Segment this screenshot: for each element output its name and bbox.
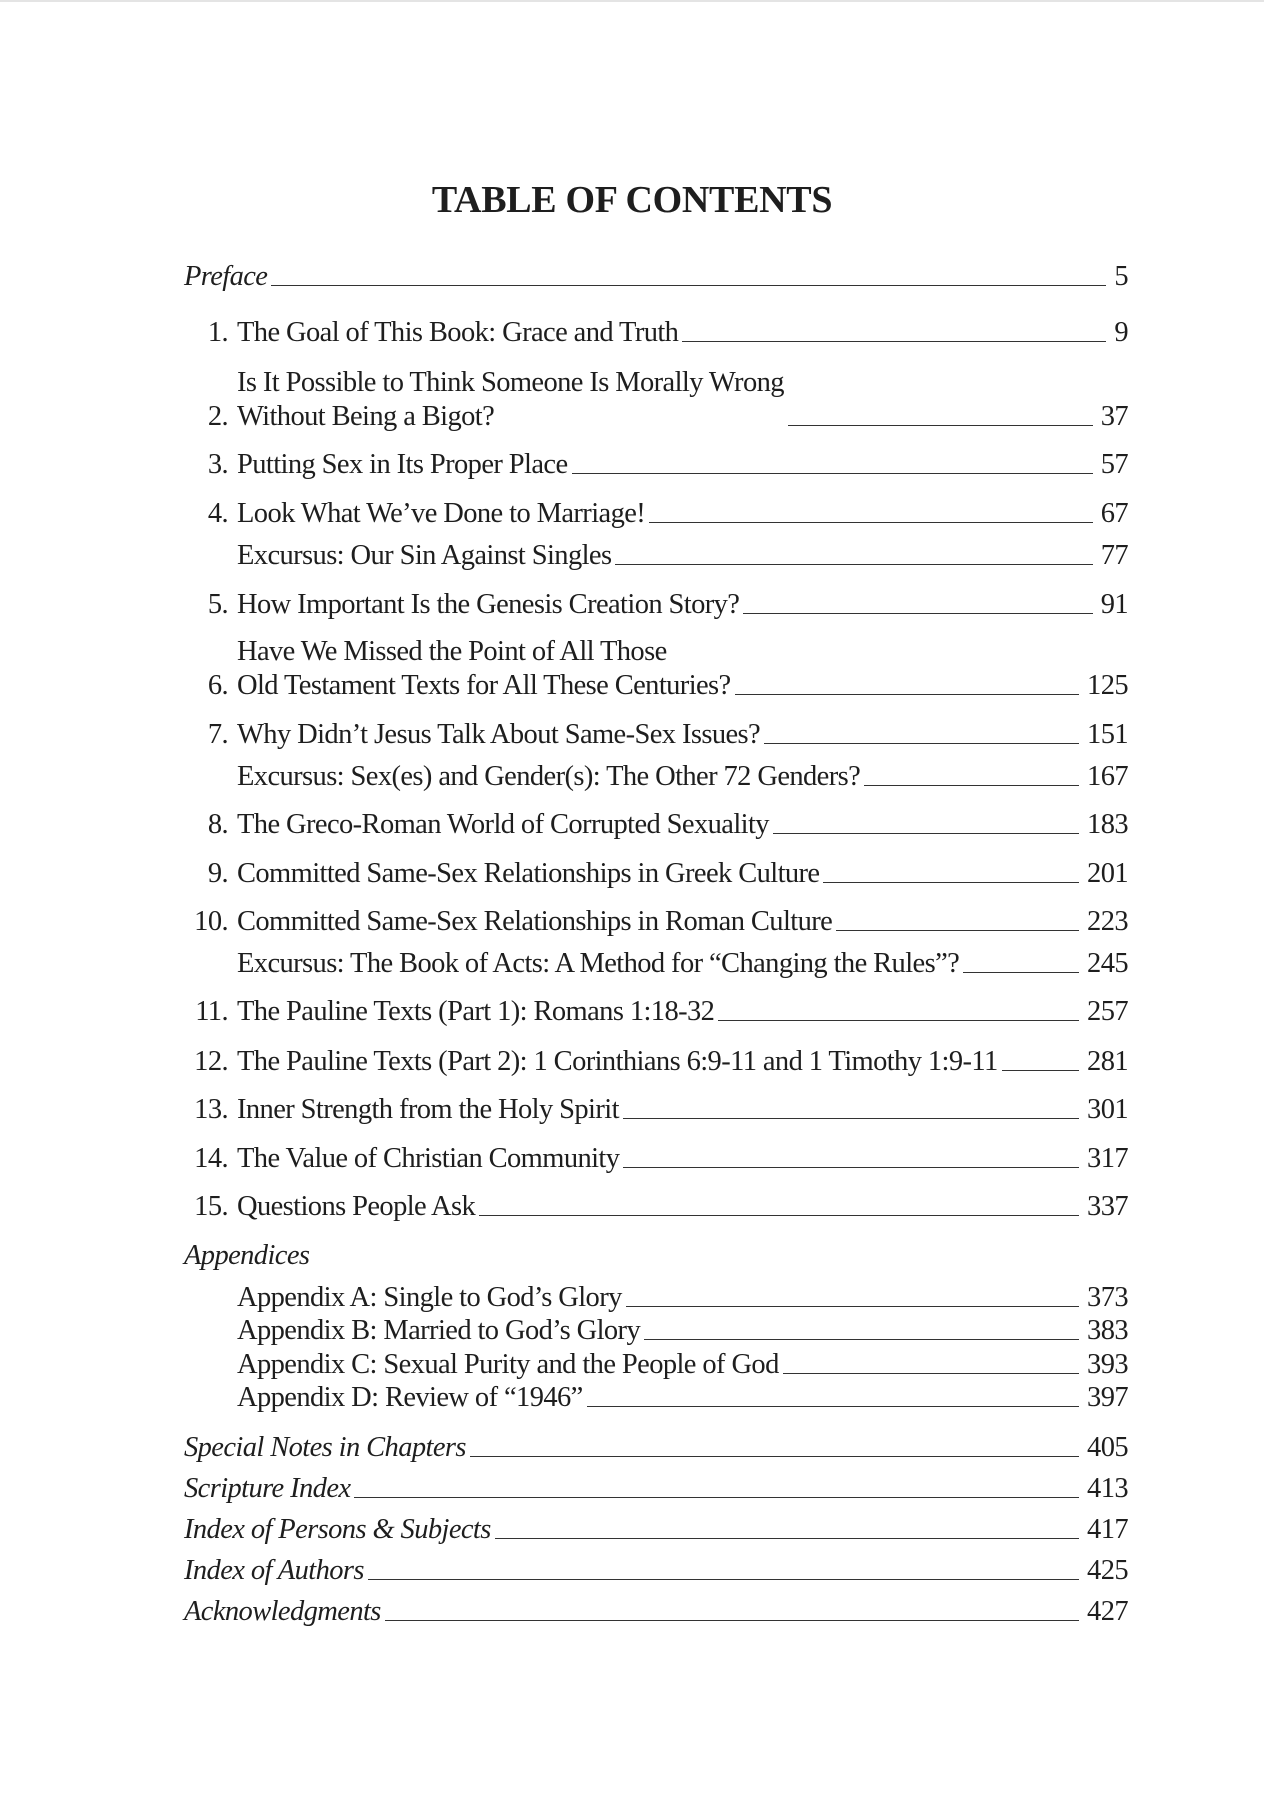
entry-title: Preface bbox=[184, 261, 268, 292]
chapter-number: 6. bbox=[207, 670, 228, 701]
chapter-number: 5. bbox=[207, 589, 228, 620]
toc-entry[interactable] bbox=[184, 760, 1128, 794]
leader-line bbox=[623, 1167, 1079, 1168]
entry-title: Special Notes in Chapters bbox=[184, 1432, 466, 1463]
leader-line bbox=[623, 1118, 1079, 1119]
page-number: 281 bbox=[1087, 1046, 1128, 1077]
toc-entry[interactable] bbox=[184, 1472, 1128, 1506]
toc-entry[interactable] bbox=[184, 1381, 1128, 1415]
page-number: 9 bbox=[1114, 317, 1128, 348]
entry-title: Appendix B: Married to God’s Glory bbox=[237, 1315, 641, 1346]
chapter-number: 2. bbox=[207, 401, 228, 432]
page-number: 151 bbox=[1087, 719, 1128, 750]
toc-entry[interactable] bbox=[184, 1348, 1128, 1382]
leader-line bbox=[587, 1406, 1079, 1407]
entry-title: Questions People Ask bbox=[237, 1191, 476, 1222]
chapter-number: 13. bbox=[194, 1094, 228, 1125]
toc-entry[interactable] bbox=[184, 1513, 1128, 1547]
leader-line bbox=[783, 1373, 1079, 1374]
entry-title: Index of Authors bbox=[184, 1555, 364, 1586]
leader-line bbox=[773, 833, 1079, 834]
leader-line bbox=[479, 1215, 1079, 1216]
chapter-number: 14. bbox=[194, 1143, 228, 1174]
page-number: 91 bbox=[1100, 589, 1128, 620]
entry-title: Committed Same-Sex Relationships in Roman Culture bbox=[237, 906, 833, 937]
leader-line bbox=[271, 285, 1106, 286]
page-number: 125 bbox=[1087, 670, 1128, 701]
page-number: 427 bbox=[1087, 1596, 1128, 1627]
page-number: 425 bbox=[1087, 1555, 1128, 1586]
entry-title: How Important Is the Genesis Creation Story? bbox=[237, 589, 740, 620]
entry-title: Scripture Index bbox=[184, 1473, 351, 1504]
page-number: 301 bbox=[1087, 1094, 1128, 1125]
entry-title: The Greco-Roman World of Corrupted Sexuality bbox=[237, 809, 769, 840]
chapter-number: 12. bbox=[194, 1046, 228, 1077]
toc-entry[interactable] bbox=[184, 808, 1128, 842]
toc-entry[interactable] bbox=[184, 1045, 1128, 1079]
toc-entry[interactable] bbox=[184, 539, 1128, 573]
page-number: 77 bbox=[1100, 540, 1128, 571]
leader-line bbox=[626, 1306, 1079, 1307]
toc-entry[interactable] bbox=[184, 905, 1128, 939]
leader-line bbox=[682, 341, 1106, 342]
entry-title: The Pauline Texts (Part 1): Romans 1:18-32 bbox=[237, 996, 715, 1027]
leader-line bbox=[864, 785, 1079, 786]
leader-line bbox=[385, 1620, 1079, 1621]
toc-entry[interactable] bbox=[184, 1281, 1128, 1315]
entry-title: Excursus: Our Sin Against Singles bbox=[237, 540, 612, 571]
entry-title: Is It Possible to Think Someone Is Morally Wrong Without Being a Bigot? bbox=[237, 367, 784, 432]
leader-line bbox=[1002, 1070, 1079, 1071]
toc-entry[interactable] bbox=[184, 995, 1128, 1029]
chapter-number: 7. bbox=[207, 719, 228, 750]
entry-title: Appendix C: Sexual Purity and the People of God bbox=[237, 1349, 779, 1380]
page-number: 393 bbox=[1087, 1349, 1128, 1380]
toc-entry[interactable] bbox=[184, 947, 1128, 981]
toc-entry[interactable] bbox=[184, 260, 1128, 294]
entry-title: Putting Sex in Its Proper Place bbox=[237, 449, 568, 480]
leader-line bbox=[743, 613, 1092, 614]
leader-line bbox=[963, 972, 1079, 973]
toc-entry[interactable] bbox=[184, 316, 1128, 350]
entry-title: Why Didn’t Jesus Talk About Same-Sex Issues? bbox=[237, 719, 761, 750]
page-number: 317 bbox=[1087, 1143, 1128, 1174]
leader-line bbox=[644, 1339, 1079, 1340]
page-number: 245 bbox=[1087, 948, 1128, 979]
page-number: 417 bbox=[1087, 1514, 1128, 1545]
leader-line bbox=[823, 882, 1079, 883]
leader-line bbox=[495, 1538, 1079, 1539]
entry-title: The Value of Christian Community bbox=[237, 1143, 620, 1174]
toc-entry[interactable] bbox=[184, 1554, 1128, 1588]
leader-line bbox=[836, 930, 1079, 931]
toc-entry[interactable] bbox=[184, 1142, 1128, 1176]
entry-title: The Goal of This Book: Grace and Truth bbox=[237, 317, 679, 348]
entry-title: Excursus: The Book of Acts: A Method for “Changing the Rules”? bbox=[237, 948, 960, 979]
page-number: 167 bbox=[1087, 761, 1128, 792]
page-number: 223 bbox=[1087, 906, 1128, 937]
page-number: 183 bbox=[1087, 809, 1128, 840]
toc-entry[interactable] bbox=[184, 1093, 1128, 1127]
chapter-number: 11. bbox=[195, 996, 228, 1027]
page-title: TABLE OF CONTENTS bbox=[431, 179, 833, 221]
page-number: 337 bbox=[1087, 1191, 1128, 1222]
toc-entry[interactable] bbox=[184, 857, 1128, 891]
page-number: 405 bbox=[1087, 1432, 1128, 1463]
page-number: 397 bbox=[1087, 1382, 1128, 1413]
entry-title: Committed Same-Sex Relationships in Greek Culture bbox=[237, 858, 820, 889]
leader-line bbox=[735, 694, 1079, 695]
section-heading-appendices: Appendices bbox=[184, 1240, 310, 1271]
toc-entry[interactable] bbox=[184, 497, 1128, 531]
page-number: 5 bbox=[1114, 261, 1128, 292]
chapter-number: 8. bbox=[207, 809, 228, 840]
page-number: 413 bbox=[1087, 1473, 1128, 1504]
chapter-number: 3. bbox=[207, 449, 228, 480]
entry-title: Acknowledgments bbox=[184, 1596, 381, 1627]
leader-line bbox=[470, 1456, 1079, 1457]
leader-line bbox=[368, 1579, 1079, 1580]
entry-title: The Pauline Texts (Part 2): 1 Corinthians 6:9-11 and 1 Timothy 1:9-11 bbox=[237, 1046, 998, 1077]
leader-line bbox=[572, 473, 1093, 474]
chapter-number: 15. bbox=[194, 1191, 228, 1222]
page-number: 57 bbox=[1100, 449, 1128, 480]
leader-line bbox=[615, 564, 1092, 565]
toc-entry[interactable] bbox=[184, 1190, 1128, 1224]
toc-entry[interactable] bbox=[184, 1314, 1128, 1348]
leader-line bbox=[649, 522, 1093, 523]
entry-title: Look What We’ve Done to Marriage! bbox=[237, 498, 646, 529]
entry-title: Appendix D: Review of “1946” bbox=[237, 1382, 583, 1413]
toc-entry[interactable] bbox=[184, 1431, 1128, 1465]
toc-entry[interactable] bbox=[184, 1595, 1128, 1629]
leader-line bbox=[718, 1020, 1079, 1021]
leader-line bbox=[354, 1497, 1079, 1498]
entry-title: Inner Strength from the Holy Spirit bbox=[237, 1094, 619, 1125]
toc-entry[interactable] bbox=[184, 448, 1128, 482]
toc-entry[interactable] bbox=[184, 718, 1128, 752]
leader-line bbox=[764, 743, 1079, 744]
page-number: 37 bbox=[1100, 401, 1128, 432]
entry-title: Excursus: Sex(es) and Gender(s): The Other 72 Genders? bbox=[237, 761, 861, 792]
chapter-number: 1. bbox=[207, 317, 228, 348]
chapter-number: 4. bbox=[207, 498, 228, 529]
page-number: 67 bbox=[1100, 498, 1128, 529]
page-number: 201 bbox=[1087, 858, 1128, 889]
page-number: 257 bbox=[1087, 996, 1128, 1027]
toc-entry[interactable] bbox=[184, 635, 1128, 703]
chapter-number: 10. bbox=[194, 906, 228, 937]
entry-title: Index of Persons & Subjects bbox=[184, 1514, 491, 1545]
chapter-number: 9. bbox=[207, 858, 228, 889]
page-number: 383 bbox=[1087, 1315, 1128, 1346]
toc-entry[interactable] bbox=[184, 588, 1128, 622]
entry-title: Appendix A: Single to God’s Glory bbox=[237, 1282, 622, 1313]
toc-entry[interactable] bbox=[184, 366, 1128, 434]
leader-line bbox=[788, 425, 1093, 426]
page-number: 373 bbox=[1087, 1282, 1128, 1313]
entry-title: Have We Missed the Point of All Those Old Testament Texts for All These Centuries? bbox=[237, 636, 731, 701]
